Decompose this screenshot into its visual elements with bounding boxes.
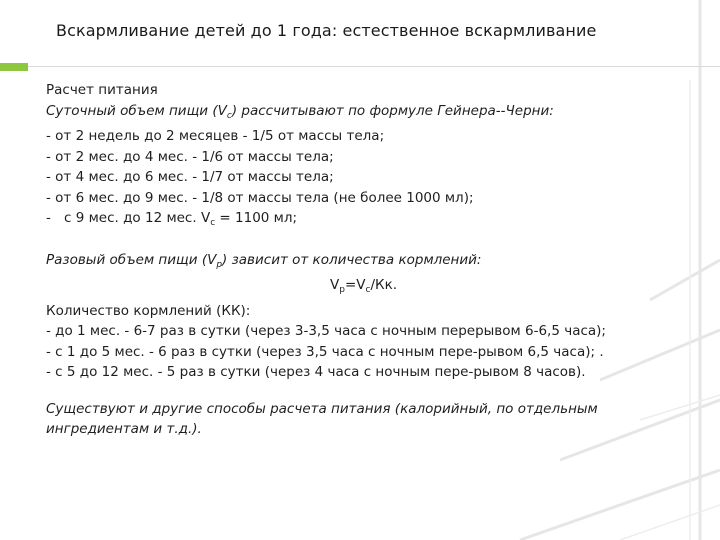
slide-body (46, 80, 696, 440)
daily-volume-intro: Суточный объем пищи $(V_c)$ рассчитывают по формуле Гейнера--Черни: (46, 102, 554, 121)
feedings-heading: Количество кормлений (КК): (46, 302, 251, 319)
note-line: Существуют и другие способы расчета питания (калорийный, по отдельным (46, 400, 598, 417)
list-item: - с 5 до 12 мес. - 5 раз в сутки (через 4 часа с ночным пере-рывом 8 часов). (46, 364, 586, 380)
list-item: - от 6 мес. до 9 мес. - 1/8 от массы тела (не более 1000 мл); (46, 189, 474, 206)
list-item: - до 1 мес. - 6-7 раз в сутки (через 3-3,5 часа с ночным перерывом 6-6,5 часа); (46, 323, 606, 339)
list-item: - от 2 мес. до 4 мес. - 1/6 от массы тела; (46, 148, 334, 165)
list-item: - с 9 мес. до 12 мес. $V_c = 1100$ мл; (46, 210, 298, 228)
note-line: ингредиентам и т.д.). (46, 421, 202, 437)
accent-bar (0, 63, 28, 71)
section-heading: Расчет питания (46, 82, 158, 98)
title-divider (28, 66, 720, 67)
slide-title: Вскармливание детей до 1 года: естественное вскармливание (56, 21, 597, 40)
list-item: - с 1 до 5 мес. - 6 раз в сутки (через 3,5 часа с ночным пере-рывом 6,5 часа); . (46, 343, 604, 360)
list-item: - от 4 мес. до 6 мес. - 1/7 от массы тела; (46, 169, 334, 185)
list-item: - от 2 недель до 2 месяцев - 1/5 от массы тела; (46, 128, 385, 144)
single-volume-formula: $V_p=V_c/Кк$. (330, 277, 398, 295)
single-volume-intro: Разовый объем пищи $(V_p)$ зависит от количества кормлений: (46, 251, 482, 270)
